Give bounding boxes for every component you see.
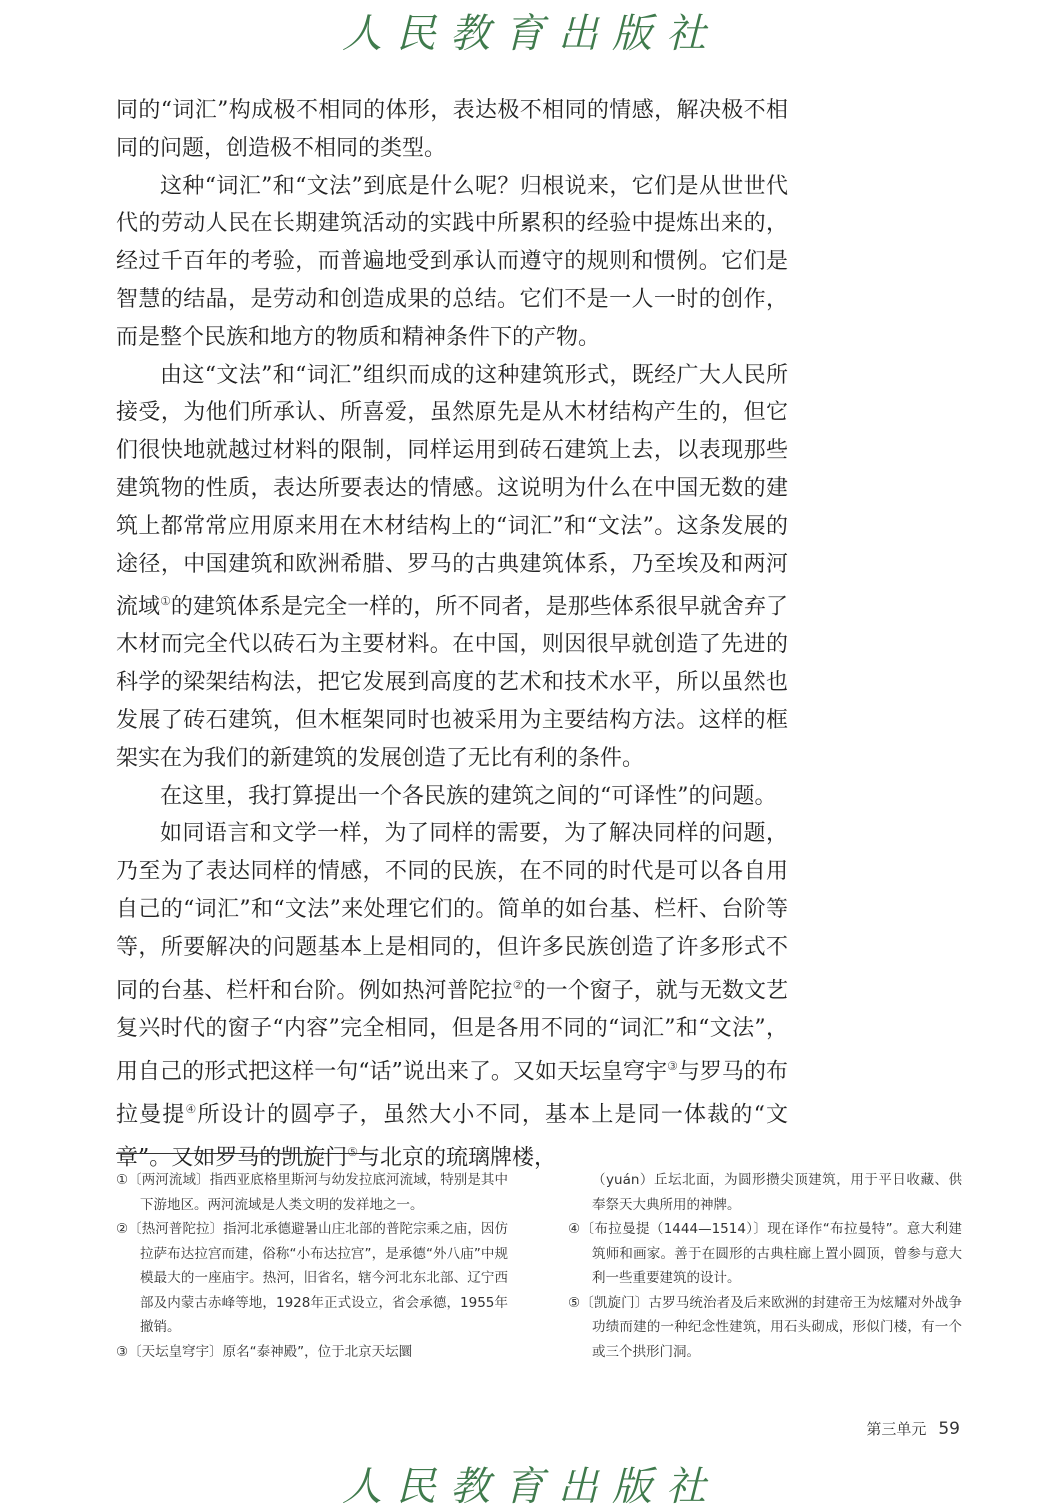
paragraph-5: 如同语言和文学一样，为了同样的需要，为了解决同样的问题，乃至为了表达同样的情感，不同的民族，在不同的时代是可以各自用自己的“词汇”和“文法”来处理它们的。简单的如台基、栏杆、台阶等等，所要解决的问题基本上是相同的，但许多民族创造了许多形式不同的台基、栏杆和台阶。例如热河普陀拉②的一个窗子，就与无数文艺复兴时代的窗子“内容”完全相同，但是各用不同的“词汇”和“文法”，用自己的形式把这样一句“话”说出来了。又如天坛皇穹宇③与罗马的布拉曼提④所设计的圆亭子，虽然大小不同，基本上是同一体裁的“文章”。又如罗马的凯旋门⑤与北京的琉璃牌楼， bbox=[116, 821, 788, 1171]
footnote-ref-2[interactable]: ② bbox=[512, 977, 524, 992]
paragraph-3: 由这“文法”和“词汇”组织而成的这种建筑形式，既经广大人民所接受，为他们所承认、所喜爱，虽然原先是从木材结构产生的，但它们很快地就越过材料的限制，同样运用到砖石建筑上去，以表现那些建筑物的性质，表达所要表达的情感。这说明为什么在中国无数的建筑上都常常应用原来用在木材结构上的“词汇”和“文法”。这条发展的途径，中国建筑和欧洲希腊、罗马的古典建筑体系，乃至埃及和两河流域①的建筑体系是完全一样的，所不同者，是那些体系很早就舍弃了木材而完全代以砖石为主要材料。在中国，则因很早就创造了先进的科学的梁架结构法，把它发展到高度的艺术和技术水平，所以虽然也发展了砖石建筑，但木框架同时也被采用为主要结构方法。这样的框架实在为我们的新建筑的发展创造了无比有利的条件。 bbox=[116, 362, 788, 771]
footnote-3: ③〔天坛皇穹宇〕原名“泰神殿”，位于北京天坛圜 bbox=[116, 1343, 413, 1360]
footnotes-right-column bbox=[568, 1168, 962, 1364]
footnote-divider bbox=[116, 1153, 374, 1154]
footnote-ref-5[interactable]: ⑤ bbox=[347, 1144, 359, 1159]
publisher-watermark-top: 人民教育出版社 bbox=[342, 11, 720, 57]
body-text bbox=[116, 92, 788, 1177]
unit-label: 第三单元 bbox=[866, 1420, 927, 1438]
footnote-1: ①〔两河流域〕指西亚底格里斯河与幼发拉底河流域，特别是其中下游地区。两河流域是人类文明的发祥地之一。 bbox=[116, 1172, 508, 1213]
footnotes-left-column bbox=[116, 1168, 508, 1364]
footnote-ref-1[interactable]: ① bbox=[160, 594, 171, 609]
page-footer bbox=[866, 1418, 960, 1439]
footnote-ref-3[interactable]: ③ bbox=[667, 1058, 678, 1073]
paragraph-2: 这种“词汇”和“文法”到底是什么呢？归根说来，它们是从世世代代的劳动人民在长期建筑活动的实践中所累积的经验中提炼出来的，经过千百年的考验，而普遍地受到承认而遵守的规则和惯例。它们是智慧的结晶，是劳动和创造成果的总结。它们不是一人一时的创作，而是整个民族和地方的物质和精神条件下的产物。 bbox=[116, 173, 788, 350]
footnote-3-continued: （yuán）丘坛北面，为圆形攒尖顶建筑，用于平日收藏、供奉祭天大典所用的神牌。 bbox=[592, 1172, 962, 1213]
publisher-watermark-bottom: 人民教育出版社 bbox=[342, 1464, 720, 1510]
footnote-4: ④〔布拉曼提（1444—1514）〕现在译作“布拉曼特”。意大利建筑师和画家。善于在圆形的古典柱廊上置小圆顶，曾参与意大利一些重要建筑的设计。 bbox=[568, 1221, 962, 1286]
paragraph-4: 在这里，我打算提出一个各民族的建筑之间的“可译性”的问题。 bbox=[160, 783, 777, 809]
footnote-2: ②〔热河普陀拉〕指河北承德避暑山庄北部的普陀宗乘之庙，因仿拉萨布达拉宫而建，俗称“小布达拉宫”，是承德“外八庙”中规模最大的一座庙宇。热河，旧省名，辖今河北东北部、辽宁西部及内蒙古赤峰等地，1928年正式设立，省会承德，1955年撤销。 bbox=[116, 1221, 508, 1335]
footnote-5: ⑤〔凯旋门〕古罗马统治者及后来欧洲的封建帝王为炫耀对外战争功绩而建的一种纪念性建筑，用石头砌成，形似门楼，有一个或三个拱形门洞。 bbox=[568, 1294, 963, 1360]
page-number: 59 bbox=[938, 1419, 960, 1439]
paragraph-1: 同的“词汇”构成极不相同的体形，表达极不相同的情感，解决极不相同的问题，创造极不相同的类型。 bbox=[116, 98, 788, 161]
footnote-ref-4[interactable]: ④ bbox=[185, 1101, 198, 1116]
